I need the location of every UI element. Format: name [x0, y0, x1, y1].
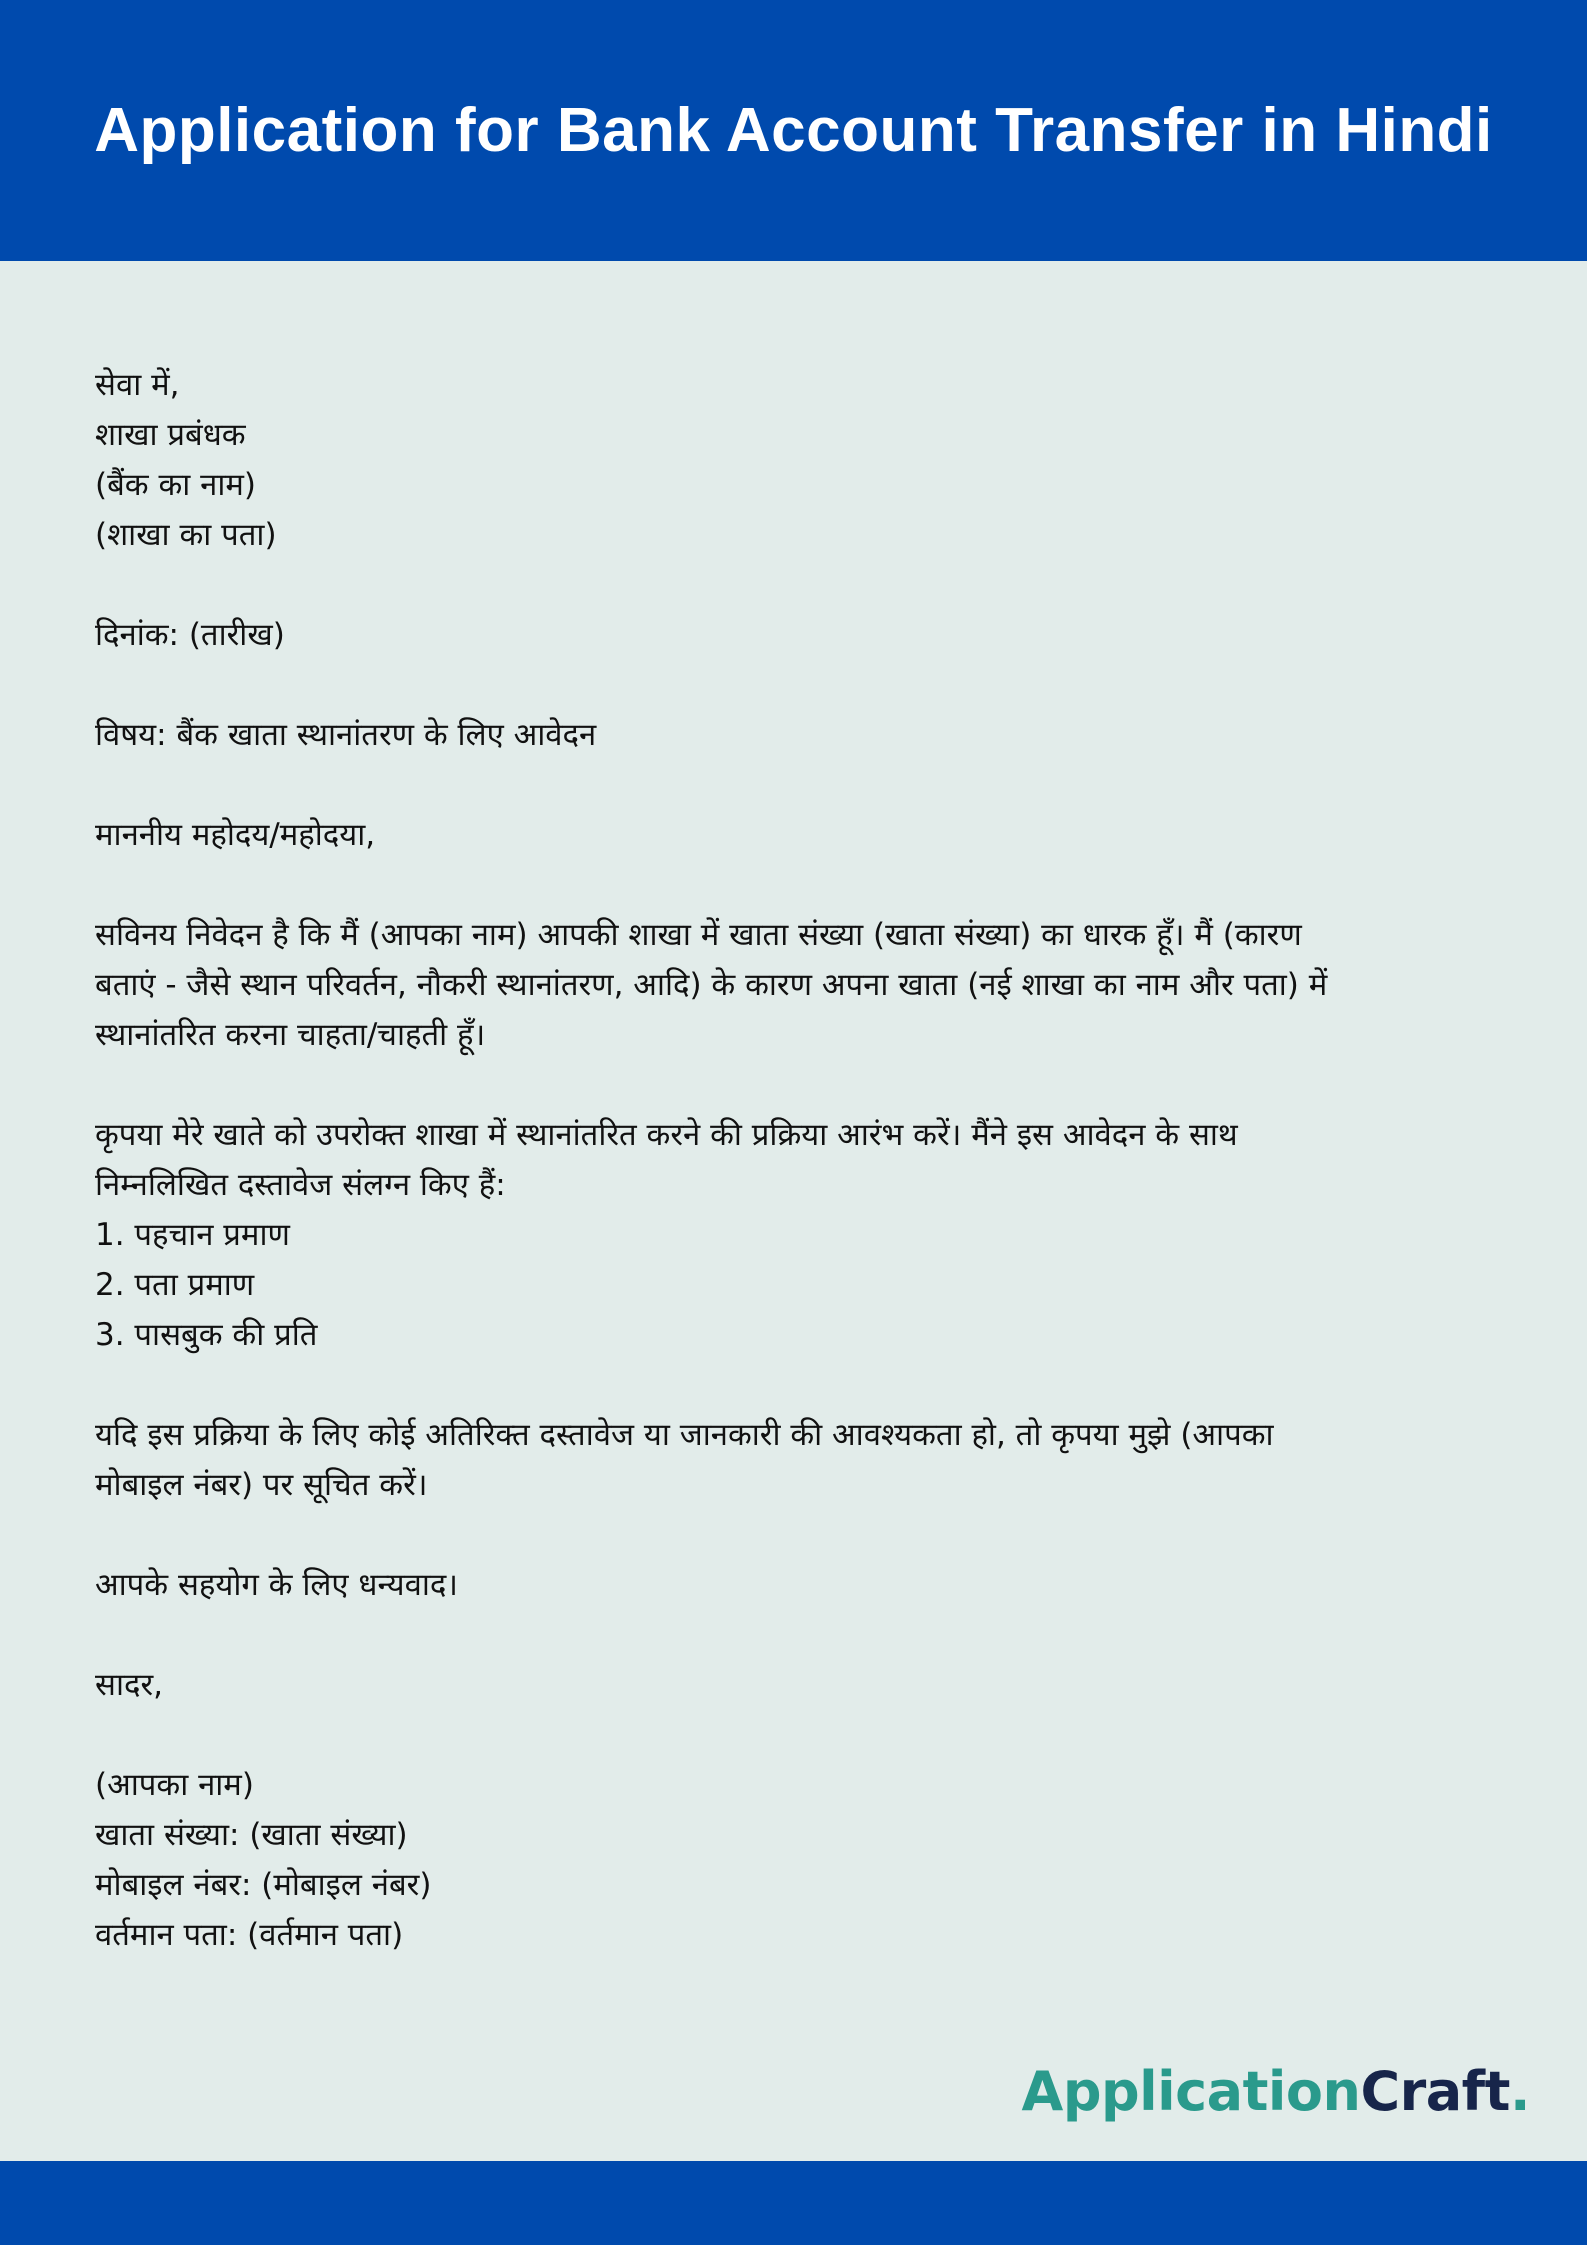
paragraph-line: कृपया मेरे खाते को उपरोक्त शाखा में स्थानांतरित करने की प्रक्रिया आरंभ करें। मैंने इस आवेदन के साथ — [95, 1117, 1238, 1153]
paragraph-line: निम्नलिखित दस्तावेज संलग्न किए हैं: — [95, 1167, 506, 1203]
signature-line: (आपका नाम) — [95, 1767, 254, 1803]
recipient-address — [95, 360, 1515, 560]
signature-line: मोबाइल नंबर: (मोबाइल नंबर) — [95, 1867, 432, 1903]
page-header — [0, 0, 1587, 261]
letter-thanks: आपके सहयोग के लिए धन्यवाद। — [95, 1567, 459, 1603]
paragraph-contact — [95, 1410, 1515, 1510]
list-item: 2. पता प्रमाण — [95, 1267, 255, 1303]
brand-logo — [1022, 2060, 1530, 2123]
list-item: 1. पहचान प्रमाण — [95, 1217, 290, 1253]
address-line: शाखा प्रबंधक — [95, 417, 246, 453]
signature-block — [95, 1760, 1515, 1960]
letter-salutation: माननीय महोदय/महोदया, — [95, 817, 376, 853]
letter-subject: विषय: बैंक खाता स्थानांतरण के लिए आवेदन — [95, 717, 597, 753]
brand-logo-dot: . — [1509, 2060, 1530, 2123]
signature-line: खाता संख्या: (खाता संख्या) — [95, 1817, 408, 1853]
brand-logo-part: Application — [1021, 2060, 1361, 2123]
letter-body — [95, 360, 1515, 1960]
paragraph-line: यदि इस प्रक्रिया के लिए कोई अतिरिक्त दस्तावेज या जानकारी की आवश्यकता हो, तो कृपया मुझे (आपका — [95, 1417, 1274, 1453]
paragraph-line: सविनय निवेदन है कि मैं (आपका नाम) आपकी शाखा में खाता संख्या (खाता संख्या) का धारक हूँ। मैं (कारण — [95, 917, 1302, 953]
address-line: (शाखा का पता) — [95, 517, 277, 553]
paragraph-documents — [95, 1110, 1515, 1210]
page-title: Application for Bank Account Transfer in Hindi — [94, 96, 1493, 165]
documents-list — [95, 1210, 1515, 1360]
brand-logo-part: Craft — [1360, 2060, 1510, 2123]
letter-closing: सादर, — [95, 1667, 163, 1703]
address-line: (बैंक का नाम) — [95, 467, 257, 503]
paragraph-line: मोबाइल नंबर) पर सूचित करें। — [95, 1467, 428, 1503]
letter-date: दिनांक: (तारीख) — [95, 617, 285, 653]
signature-line: वर्तमान पता: (वर्तमान पता) — [95, 1917, 404, 1953]
list-item: 3. पासबुक की प्रति — [95, 1317, 318, 1353]
paragraph-line: स्थानांतरित करना चाहता/चाहती हूँ। — [95, 1017, 486, 1053]
page-footer — [0, 2161, 1587, 2245]
paragraph-line: बताएं - जैसे स्थान परिवर्तन, नौकरी स्थानांतरण, आदि) के कारण अपना खाता (नई शाखा का नाम और पता) में — [95, 967, 1328, 1003]
address-line: सेवा में, — [95, 367, 180, 403]
paragraph-request — [95, 910, 1515, 1060]
